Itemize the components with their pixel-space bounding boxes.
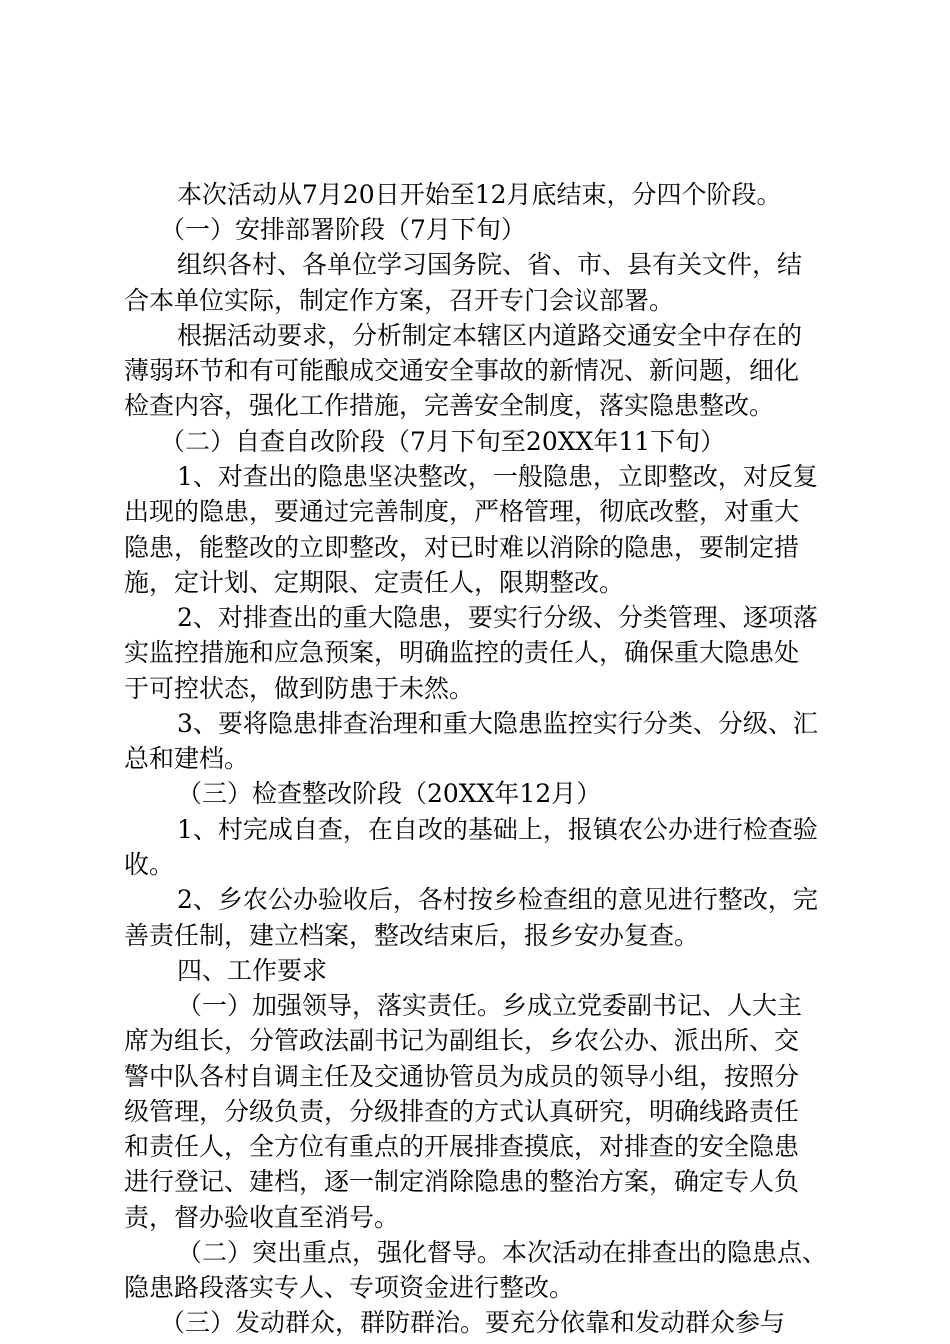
section-heading: （二）自查自改阶段（7月下旬至20XX年11下旬） bbox=[160, 427, 726, 456]
text-line: 2、对排查出的重大隐患，要实行分级、分类管理、逐项落 bbox=[177, 603, 818, 632]
text-line: 实监控措施和应急预案，明确监控的责任人，确保重大隐患处 bbox=[124, 638, 800, 667]
text-line: 本次活动从7月20日开始至12月底结束，分四个阶段。 bbox=[177, 180, 782, 209]
text-line: 隐患路段落实专人、专项资金进行整改。 bbox=[124, 1273, 575, 1302]
text-line: 于可控状态，做到防患于未然。 bbox=[124, 674, 475, 703]
text-line: 检查内容，强化工作措施，完善安全制度，落实隐患整改。 bbox=[124, 391, 775, 420]
text-line: 善责任制，建立档案，整改结束后，报乡安办复查。 bbox=[124, 921, 700, 950]
text-line: 组织各村、各单位学习国务院、省、市、县有关文件，结 bbox=[177, 250, 803, 279]
text-line: 和责任人，全方位有重点的开展排查摸底，对排查的安全隐患 bbox=[124, 1132, 800, 1161]
text-line: 根据活动要求，分析制定本辖区内道路交通安全中存在的 bbox=[177, 321, 803, 350]
text-line: 席为组长，分管政法副书记为副组长，乡农公办、派出所、交 bbox=[124, 1026, 800, 1055]
text-line: 总和建档。 bbox=[124, 744, 250, 773]
text-line: 1、对查出的隐患坚决整改，一般隐患，立即整改，对反复 bbox=[177, 462, 818, 491]
text-line: （一）加强领导，落实责任。乡成立党委副书记、人大主 bbox=[177, 991, 803, 1020]
section-heading: 四、工作要求 bbox=[177, 956, 328, 985]
section-heading: （一）安排部署阶段（7月下旬） bbox=[160, 215, 526, 244]
text-line: 合本单位实际，制定作方案，召开专门会议部署。 bbox=[124, 286, 675, 315]
text-line: 1、村完成自查，在自改的基础上，报镇农公办进行检查验 bbox=[177, 815, 818, 844]
text-line: 隐患，能整改的立即整改，对已时难以消除的隐患，要制定措 bbox=[124, 533, 800, 562]
text-line: 2、乡农公办验收后，各村按乡检查组的意见进行整改，完 bbox=[177, 885, 818, 914]
text-line: 收。 bbox=[124, 850, 175, 879]
text-line: 薄弱环节和有可能酿成交通安全事故的新情况、新问题，细化 bbox=[124, 356, 800, 385]
text-line: 出现的隐患，要通过完善制度，严格管理，彻底改整，对重大 bbox=[124, 497, 800, 526]
text-line: 警中队各村自调主任及交通协管员为成员的领导小组，按照分 bbox=[124, 1062, 800, 1091]
text-line: 施，定计划、定期限、定责任人，限期整改。 bbox=[124, 568, 625, 597]
text-line: 级管理，分级负责，分级排查的方式认真研究，明确线路责任 bbox=[124, 1097, 800, 1126]
section-heading: （三）检查整改阶段（20XX年12月） bbox=[177, 779, 602, 808]
text-line: （二）突出重点，强化督导。本次活动在排查出的隐患点、 bbox=[177, 1238, 828, 1267]
text-line: 3、要将隐患排查治理和重大隐患监控实行分类、分级、汇 bbox=[177, 709, 818, 738]
text-line: 进行登记、建档，逐一制定消除隐患的整治方案，确定专人负 bbox=[124, 1167, 800, 1196]
text-line: （三）发动群众，群防群治。要充分依靠和发动群众参与 bbox=[160, 1308, 786, 1337]
text-line: 责，督办验收直至消号。 bbox=[124, 1203, 400, 1232]
